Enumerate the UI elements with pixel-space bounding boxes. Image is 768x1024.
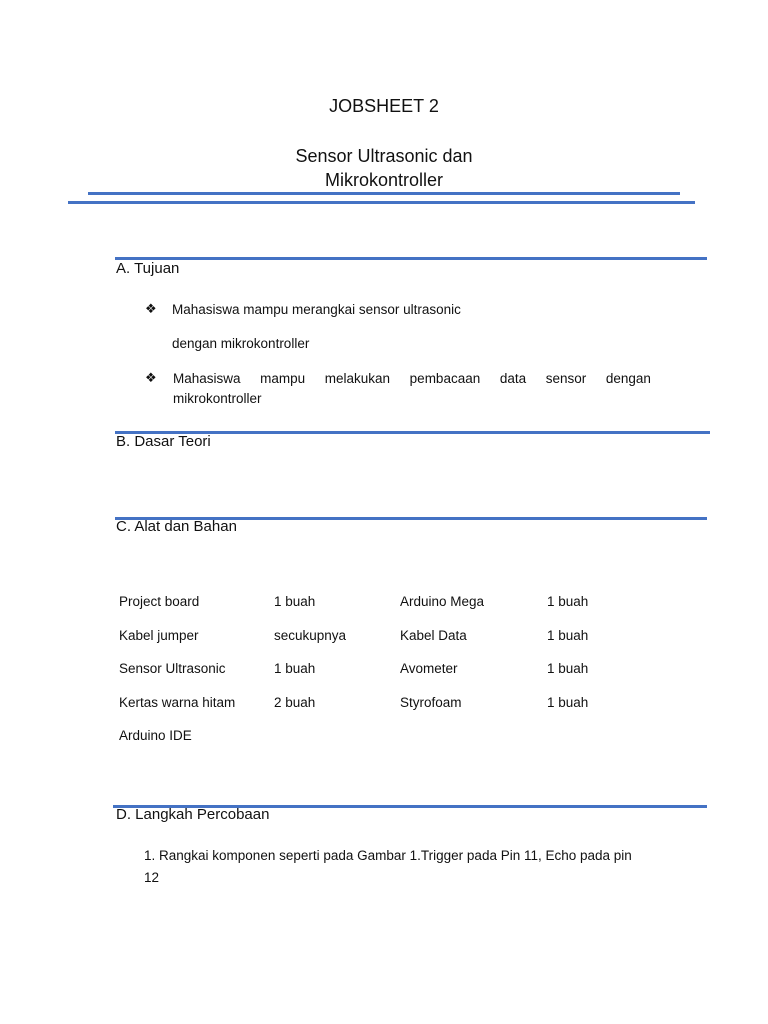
item-name: Kabel Data bbox=[400, 627, 467, 643]
item-quantity: 1 buah bbox=[547, 594, 589, 610]
objective-2-line2: mikrokontroller bbox=[173, 391, 262, 406]
table-row bbox=[119, 585, 627, 619]
document-subtitle-line2: Mikrokontroller bbox=[324, 170, 444, 190]
objective-1-line1: Mahasiswa mampu merangkai sensor ultrasonic bbox=[172, 302, 461, 317]
item-quantity: secukupnya bbox=[274, 627, 347, 643]
section-b-heading: B. Dasar Teori bbox=[116, 433, 211, 450]
bullet-diamond-icon: ❖ bbox=[145, 370, 157, 385]
item-quantity: 1 buah bbox=[274, 661, 316, 677]
item-name: Avometer bbox=[400, 661, 458, 677]
section-a-rule bbox=[115, 257, 707, 260]
objective-2-word: mampu bbox=[260, 371, 306, 386]
objective-2-word: sensor bbox=[545, 371, 587, 386]
item-name: Kabel jumper bbox=[119, 627, 199, 643]
document-title: JOBSHEET 2 bbox=[329, 96, 439, 116]
item-quantity bbox=[274, 719, 400, 753]
item-quantity: 1 buah bbox=[274, 594, 316, 610]
item-quantity: 1 buah bbox=[547, 661, 589, 677]
objective-2-word: dengan bbox=[605, 371, 651, 386]
item-name: Arduino Mega bbox=[400, 594, 485, 610]
objective-2-word: melakukan bbox=[324, 371, 391, 386]
item-name: Sensor Ultrasonic bbox=[119, 661, 226, 677]
item-name: Arduino IDE bbox=[119, 728, 192, 744]
item-name: Styrofoam bbox=[400, 694, 462, 710]
item-quantity: 2 buah bbox=[274, 694, 316, 710]
item-quantity: 1 buah bbox=[547, 694, 589, 710]
step-1-line2: 12 bbox=[144, 870, 160, 885]
item-name bbox=[400, 719, 547, 753]
step-1-line1: 1. Rangkai komponen seperti pada Gambar 1.Trigger pada Pin 11, Echo pada pin bbox=[144, 848, 632, 863]
section-d-heading: D. Langkah Percobaan bbox=[116, 806, 270, 823]
title-underline-upper bbox=[88, 192, 680, 195]
objective-1-line2: dengan mikrokontroller bbox=[172, 336, 310, 351]
tools-materials-table bbox=[119, 585, 627, 753]
item-quantity bbox=[547, 719, 627, 753]
table-row bbox=[119, 619, 627, 653]
objective-2-word: Mahasiswa bbox=[173, 371, 241, 386]
objective-2-word: pembacaan bbox=[409, 371, 481, 386]
section-a-heading: A. Tujuan bbox=[116, 260, 180, 277]
item-name: Project board bbox=[119, 594, 200, 610]
item-name: Kertas warna hitam bbox=[119, 694, 236, 710]
objective-2-line1 bbox=[173, 371, 651, 386]
item-quantity: 1 buah bbox=[547, 627, 589, 643]
table-row bbox=[119, 652, 627, 686]
objective-2-word: data bbox=[499, 371, 527, 386]
document-subtitle-line1: Sensor Ultrasonic dan bbox=[295, 146, 473, 166]
table-row bbox=[119, 686, 627, 720]
table-row bbox=[119, 719, 627, 753]
bullet-diamond-icon: ❖ bbox=[145, 301, 157, 316]
title-underline-lower bbox=[68, 201, 695, 204]
section-c-heading: C. Alat dan Bahan bbox=[116, 518, 237, 535]
